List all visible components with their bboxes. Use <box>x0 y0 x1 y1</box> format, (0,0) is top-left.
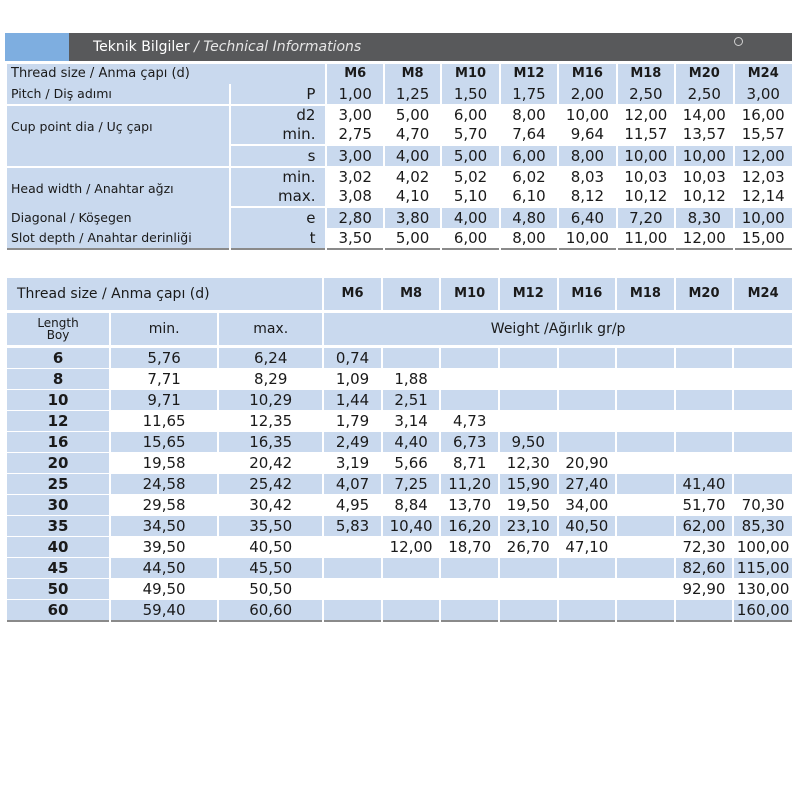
weight-cell: 20,90 <box>559 453 616 474</box>
size-header: M20 <box>676 278 733 313</box>
table-row <box>7 537 792 558</box>
weight-cell: 2,51 <box>383 390 440 411</box>
size-header: M8 <box>385 64 440 84</box>
max-cell: 60,60 <box>219 600 322 622</box>
value-cell: 15,57 <box>735 125 793 146</box>
size-header: M10 <box>441 278 498 313</box>
table-row <box>7 369 792 390</box>
min-cell: 15,65 <box>111 432 217 453</box>
size-header: M12 <box>500 278 557 313</box>
cup-point-d2-row <box>7 106 792 125</box>
max-cell: 30,42 <box>219 495 322 516</box>
weight-cell <box>734 432 792 453</box>
max-cell: 12,35 <box>219 411 322 432</box>
weight-cell: 26,70 <box>500 537 557 558</box>
max-cell: 8,29 <box>219 369 322 390</box>
weight-cell: 7,25 <box>383 474 440 495</box>
weight-cell <box>617 579 674 600</box>
weight-cell <box>441 600 498 622</box>
value-cell: 11,00 <box>618 228 674 250</box>
value-cell: 10,12 <box>676 187 732 208</box>
weight-cell <box>500 390 557 411</box>
value-cell: 7,20 <box>618 208 674 228</box>
length-cell: 6 <box>7 348 109 369</box>
value-cell: 8,00 <box>501 228 557 250</box>
table-row <box>7 600 792 622</box>
value-cell: 4,10 <box>385 187 440 208</box>
weight-cell: 40,50 <box>559 516 616 537</box>
slot-depth-label: Slot depth / Anahtar derinliği <box>7 228 229 250</box>
weight-cell: 82,60 <box>676 558 733 579</box>
value-cell: 5,00 <box>385 228 440 250</box>
weight-cell: 5,83 <box>324 516 381 537</box>
weight-cell: 8,84 <box>383 495 440 516</box>
size-header: M10 <box>442 64 498 84</box>
value-cell: 8,00 <box>512 106 546 124</box>
table-row <box>7 453 792 474</box>
size-header: M16 <box>559 278 616 313</box>
table-row <box>7 495 792 516</box>
weight-cell: 16,20 <box>441 516 498 537</box>
weight-cell <box>559 600 616 622</box>
weight-cell: 5,66 <box>383 453 440 474</box>
weight-cell <box>383 600 440 622</box>
length-cell: 12 <box>7 411 109 432</box>
weight-cell <box>559 579 616 600</box>
weight-cell <box>559 369 616 390</box>
weight-cell <box>617 453 674 474</box>
weight-cell: 100,00 <box>734 537 792 558</box>
s-row-label <box>7 146 229 168</box>
value-cell: 10,03 <box>624 168 668 186</box>
value-cell: 1,50 <box>442 84 498 106</box>
weight-cell <box>383 558 440 579</box>
min-cell: 49,50 <box>111 579 217 600</box>
value-cell: 3,00 <box>327 146 382 168</box>
value-cell: 3,02 <box>338 168 372 186</box>
value-cell: 1,00 <box>327 84 382 106</box>
value-cell: 8,12 <box>559 187 615 208</box>
weight-header-row <box>7 278 792 313</box>
weight-cell <box>734 474 792 495</box>
max-cell: 35,50 <box>219 516 322 537</box>
max-cell: 45,50 <box>219 558 322 579</box>
table-row <box>7 432 792 453</box>
dimensions-table <box>5 64 794 250</box>
title-english: / Technical Informations <box>194 39 362 55</box>
weight-cell <box>676 411 733 432</box>
value-cell: 14,00 <box>682 106 726 124</box>
weight-cell <box>617 474 674 495</box>
thread-size-label: Thread size / Anma çapı (d) <box>7 278 322 313</box>
table-row <box>7 474 792 495</box>
length-header <box>7 313 109 348</box>
weight-cell <box>676 390 733 411</box>
weight-cell <box>324 579 381 600</box>
table-row <box>7 390 792 411</box>
max-cell: 10,29 <box>219 390 322 411</box>
length-cell: 45 <box>7 558 109 579</box>
weight-cell <box>383 579 440 600</box>
value-cell: 1,25 <box>385 84 440 106</box>
value-cell: 2,75 <box>327 125 382 146</box>
weight-cell: 70,30 <box>734 495 792 516</box>
weight-cell <box>441 579 498 600</box>
size-header: M24 <box>735 64 793 84</box>
weight-cell: 85,30 <box>734 516 792 537</box>
weight-cell <box>617 537 674 558</box>
value-cell: 7,64 <box>501 125 557 146</box>
weight-cell <box>676 432 733 453</box>
weight-cell: 160,00 <box>734 600 792 622</box>
value-cell: 10,00 <box>676 146 732 168</box>
weight-cell: 72,30 <box>676 537 733 558</box>
symbol-cell: d2 <box>231 106 326 125</box>
section-title <box>93 33 361 61</box>
weight-cell: 4,40 <box>383 432 440 453</box>
symbol-cell: P <box>231 84 326 106</box>
value-cell: 8,30 <box>676 208 732 228</box>
value-cell: 6,00 <box>442 228 498 250</box>
size-header: M6 <box>324 278 381 313</box>
max-cell: 25,42 <box>219 474 322 495</box>
weight-cell: 130,00 <box>734 579 792 600</box>
value-cell: 11,57 <box>618 125 674 146</box>
weight-cell: 41,40 <box>676 474 733 495</box>
weight-cell: 13,70 <box>441 495 498 516</box>
length-label-tr: Boy <box>46 328 70 342</box>
symbol-cell: max. <box>231 187 326 208</box>
weight-cell <box>441 390 498 411</box>
value-cell: 5,10 <box>442 187 498 208</box>
size-header: M8 <box>383 278 440 313</box>
length-cell: 10 <box>7 390 109 411</box>
max-cell: 6,24 <box>219 348 322 369</box>
weight-cell: 51,70 <box>676 495 733 516</box>
value-cell: 6,00 <box>501 146 557 168</box>
weight-cell: 8,71 <box>441 453 498 474</box>
min-cell: 5,76 <box>111 348 217 369</box>
value-cell: 2,00 <box>559 84 615 106</box>
weight-cell: 4,95 <box>324 495 381 516</box>
weight-cell <box>559 558 616 579</box>
head-width-min-row <box>7 168 792 187</box>
min-cell: 11,65 <box>111 411 217 432</box>
weight-cell <box>324 600 381 622</box>
value-cell: 10,00 <box>565 106 609 124</box>
head-width-label: Head width / Anahtar ağzı <box>7 168 229 208</box>
section-header <box>5 33 792 61</box>
symbol-cell: e <box>231 208 326 228</box>
size-header: M20 <box>676 64 732 84</box>
size-header: M18 <box>618 64 674 84</box>
weight-cell <box>500 348 557 369</box>
value-cell: 10,00 <box>618 146 674 168</box>
weight-cell <box>617 348 674 369</box>
min-cell: 24,58 <box>111 474 217 495</box>
min-cell: 59,40 <box>111 600 217 622</box>
weight-cell <box>559 390 616 411</box>
weight-cell: 1,79 <box>324 411 381 432</box>
circle-icon <box>734 37 743 46</box>
value-cell: 3,50 <box>327 228 382 250</box>
value-cell: 12,14 <box>735 187 793 208</box>
symbol-cell: min. <box>231 125 326 146</box>
value-cell: 4,02 <box>395 168 430 186</box>
value-cell: 10,12 <box>618 187 674 208</box>
size-header: M12 <box>501 64 557 84</box>
weight-cell <box>617 390 674 411</box>
weight-cell: 9,50 <box>500 432 557 453</box>
value-cell: 4,80 <box>501 208 557 228</box>
weight-cell <box>500 600 557 622</box>
min-cell: 7,71 <box>111 369 217 390</box>
min-cell: 34,50 <box>111 516 217 537</box>
weight-cell <box>500 579 557 600</box>
weight-header: Weight /Ağırlık gr/p <box>324 313 792 348</box>
weight-cell: 12,00 <box>383 537 440 558</box>
weight-cell: 3,14 <box>383 411 440 432</box>
weight-cell <box>676 600 733 622</box>
max-cell: 40,50 <box>219 537 322 558</box>
weight-cell: 92,90 <box>676 579 733 600</box>
value-cell: 3,08 <box>327 187 382 208</box>
weight-cell: 1,44 <box>324 390 381 411</box>
weight-cell <box>441 348 498 369</box>
weight-cell <box>559 432 616 453</box>
value-cell: 12,00 <box>624 106 668 124</box>
weight-cell <box>734 411 792 432</box>
size-header: M18 <box>617 278 674 313</box>
value-cell: 4,00 <box>385 146 440 168</box>
max-cell: 16,35 <box>219 432 322 453</box>
value-cell: 5,00 <box>442 146 498 168</box>
weight-cell: 2,49 <box>324 432 381 453</box>
length-cell: 16 <box>7 432 109 453</box>
value-cell: 6,02 <box>512 168 546 186</box>
weight-cell: 47,10 <box>559 537 616 558</box>
table-row <box>7 348 792 369</box>
weight-cell <box>617 516 674 537</box>
length-cell: 30 <box>7 495 109 516</box>
weight-cell: 6,73 <box>441 432 498 453</box>
weight-cell <box>676 369 733 390</box>
title-turkish: Teknik Bilgiler <box>93 39 190 55</box>
value-cell: 4,70 <box>385 125 440 146</box>
length-cell: 25 <box>7 474 109 495</box>
symbol-cell: s <box>231 146 326 168</box>
length-cell: 20 <box>7 453 109 474</box>
value-cell: 6,00 <box>453 106 488 124</box>
min-cell: 44,50 <box>111 558 217 579</box>
weight-cell <box>734 348 792 369</box>
value-cell: 10,03 <box>682 168 726 186</box>
weight-cell <box>676 453 733 474</box>
weight-cell <box>383 348 440 369</box>
weight-cell <box>734 369 792 390</box>
weight-cell: 11,20 <box>441 474 498 495</box>
value-cell: 10,00 <box>735 208 793 228</box>
value-cell: 10,00 <box>559 228 615 250</box>
length-cell: 8 <box>7 369 109 390</box>
value-cell: 6,40 <box>559 208 615 228</box>
weight-cell <box>676 348 733 369</box>
value-cell: 12,00 <box>735 146 793 168</box>
max-header: max. <box>219 313 322 348</box>
value-cell: 2,50 <box>618 84 674 106</box>
symbol-cell: min. <box>231 168 326 187</box>
weight-cell <box>617 558 674 579</box>
weight-subheader-row <box>7 313 792 348</box>
weight-cell: 18,70 <box>441 537 498 558</box>
value-cell: 2,80 <box>327 208 382 228</box>
length-cell: 50 <box>7 579 109 600</box>
min-cell: 29,58 <box>111 495 217 516</box>
weight-cell <box>324 558 381 579</box>
header-accent-block <box>5 33 69 61</box>
diagonal-label: Diagonal / Köşegen <box>7 208 229 228</box>
value-cell: 5,00 <box>395 106 430 124</box>
table-row <box>7 558 792 579</box>
value-cell: 12,00 <box>676 228 732 250</box>
thread-size-label: Thread size / Anma çapı (d) <box>7 64 325 84</box>
table-row <box>7 516 792 537</box>
length-cell: 40 <box>7 537 109 558</box>
value-cell: 6,10 <box>501 187 557 208</box>
weight-cell <box>617 369 674 390</box>
value-cell: 15,00 <box>735 228 793 250</box>
weight-cell: 115,00 <box>734 558 792 579</box>
weight-cell <box>500 369 557 390</box>
weight-cell: 1,09 <box>324 369 381 390</box>
value-cell: 3,00 <box>338 106 372 124</box>
min-cell: 39,50 <box>111 537 217 558</box>
value-cell: 1,75 <box>501 84 557 106</box>
min-cell: 9,71 <box>111 390 217 411</box>
table-row <box>7 579 792 600</box>
size-header: M16 <box>559 64 615 84</box>
value-cell: 12,03 <box>741 168 785 186</box>
weight-cell <box>617 600 674 622</box>
weight-cell: 4,07 <box>324 474 381 495</box>
cup-point-label: Cup point dia / Uç çapı <box>7 106 229 146</box>
weight-cell: 23,10 <box>500 516 557 537</box>
value-cell: 5,02 <box>453 168 488 186</box>
weight-cell <box>617 411 674 432</box>
s-row <box>7 146 792 168</box>
weight-cell <box>441 369 498 390</box>
value-cell: 2,50 <box>676 84 732 106</box>
weight-cell: 34,00 <box>559 495 616 516</box>
weight-cell: 0,74 <box>324 348 381 369</box>
weight-cell <box>324 537 381 558</box>
weight-cell: 27,40 <box>559 474 616 495</box>
value-cell: 3,80 <box>385 208 440 228</box>
min-cell: 19,58 <box>111 453 217 474</box>
weight-cell <box>500 411 557 432</box>
pitch-row <box>7 84 792 106</box>
pitch-label: Pitch / Diş adımı <box>7 84 229 106</box>
weight-cell: 4,73 <box>441 411 498 432</box>
weight-cell <box>500 558 557 579</box>
weight-cell <box>559 348 616 369</box>
weight-cell: 1,88 <box>383 369 440 390</box>
value-cell: 9,64 <box>559 125 615 146</box>
max-cell: 50,50 <box>219 579 322 600</box>
length-label-en: Length <box>37 316 79 330</box>
weight-cell: 62,00 <box>676 516 733 537</box>
value-cell: 16,00 <box>741 106 785 124</box>
max-cell: 20,42 <box>219 453 322 474</box>
symbol-cell: t <box>231 228 326 250</box>
min-header: min. <box>111 313 217 348</box>
slot-depth-row <box>7 228 792 250</box>
value-cell: 4,00 <box>442 208 498 228</box>
weight-cell <box>617 495 674 516</box>
value-cell: 3,00 <box>735 84 793 106</box>
weight-cell <box>617 432 674 453</box>
weight-cell <box>734 453 792 474</box>
weight-table <box>5 278 794 622</box>
value-cell: 8,00 <box>559 146 615 168</box>
dimensions-header-row <box>7 64 792 84</box>
value-cell: 5,70 <box>442 125 498 146</box>
value-cell: 8,03 <box>570 168 605 186</box>
weight-cell: 3,19 <box>324 453 381 474</box>
size-header: M6 <box>327 64 382 84</box>
weight-cell <box>734 390 792 411</box>
table-row <box>7 411 792 432</box>
weight-cell: 10,40 <box>383 516 440 537</box>
value-cell: 13,57 <box>676 125 732 146</box>
weight-cell: 15,90 <box>500 474 557 495</box>
size-header: M24 <box>734 278 792 313</box>
weight-cell <box>441 558 498 579</box>
weight-cell <box>559 411 616 432</box>
diagonal-row <box>7 208 792 228</box>
weight-cell: 12,30 <box>500 453 557 474</box>
weight-cell: 19,50 <box>500 495 557 516</box>
length-cell: 35 <box>7 516 109 537</box>
length-cell: 60 <box>7 600 109 622</box>
